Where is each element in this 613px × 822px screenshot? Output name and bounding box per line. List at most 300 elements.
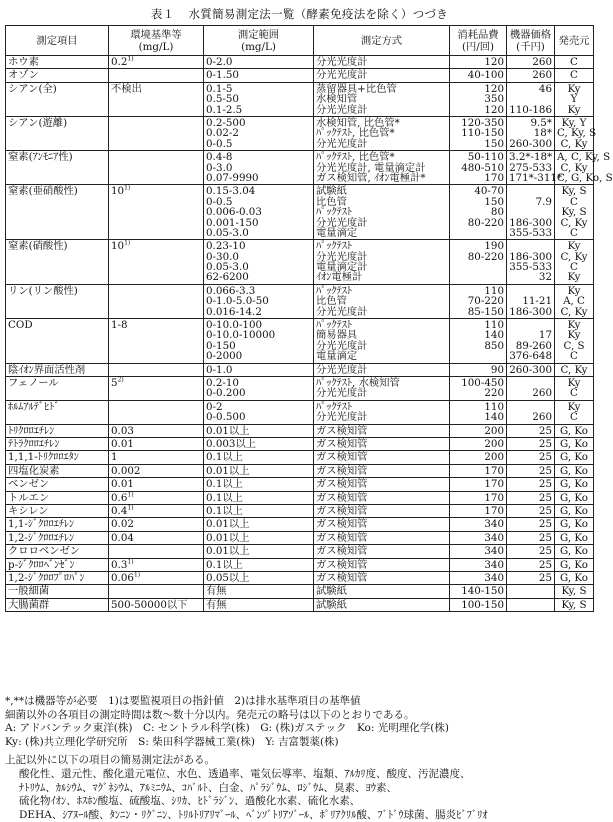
cost-cell (450, 478, 507, 491)
method-line: ﾊﾟｯｸﾃｽﾄ, 比色管* (316, 127, 395, 140)
range-cell (204, 491, 314, 504)
vendor-cell (555, 376, 594, 400)
item-cell (6, 585, 109, 598)
standard-value: 0.2 (111, 56, 128, 68)
vendor-cell (555, 464, 594, 477)
standard-cell (109, 151, 204, 185)
cost-line: 120-350 (461, 116, 504, 129)
range-line: 0.1以上 (206, 504, 243, 517)
method-cell (314, 363, 450, 376)
vendor-cell (555, 451, 594, 464)
standard-value: 10 (111, 240, 125, 253)
price-cell (507, 56, 555, 69)
range-line: 0-10.0-10000 (206, 329, 276, 342)
method-line: 分光光度計 (316, 56, 368, 68)
standard-cell (109, 572, 204, 585)
price-cell (507, 69, 555, 82)
method-cell (314, 69, 450, 82)
table-body (6, 55, 613, 612)
cost-line: 170 (484, 171, 504, 184)
standard-cell (109, 558, 204, 571)
vendor-cell (555, 558, 594, 571)
header-standard: 環境基準等 (mg/L) (109, 26, 204, 56)
price-cell (507, 491, 555, 504)
vendor-line: Ky (567, 400, 581, 413)
vendor-line: G, Ko (559, 558, 589, 571)
range-line: 有無 (206, 598, 227, 611)
range-line: 0.23-10 (206, 240, 246, 253)
method-cell (314, 376, 450, 400)
item-cell (6, 424, 109, 437)
range-cell (204, 82, 314, 116)
item-name: シアン(遊離) (8, 116, 68, 129)
cost-line: 140 (484, 329, 504, 342)
vendor-line: C, Ky (560, 161, 588, 174)
cost-cell (450, 116, 507, 150)
method-line: ガス検知管, ｲｵﾝ電極計* (316, 171, 426, 184)
cost-cell (450, 319, 507, 364)
cost-cell (450, 531, 507, 544)
range-cell (204, 240, 314, 285)
cost-cell (450, 491, 507, 504)
range-cell (204, 151, 314, 185)
vendor-line: C, Ky, S (557, 127, 597, 140)
price-line: 25 (538, 437, 552, 450)
table-row (6, 151, 594, 185)
table-row (6, 451, 594, 464)
price-line: 186-300 (509, 305, 552, 318)
standard-footnote: 1) (124, 239, 131, 247)
vendor-cell (555, 518, 594, 531)
price-line: 25 (538, 478, 552, 491)
extra-items-line: DEHA、ｼｱﾇｰﾙ酸、ﾀﾝﾆﾝ・ﾘｸﾞﾆﾝ、ﾄﾘﾙﾄﾘｱﾘﾏﾞｰﾙ、ﾍﾞﾝｿﾞﾄﾘｱｿﾞｰﾙ、ﾎﾟﾘｱｸﾘﾙ酸、ﾌﾞﾄﾞｳ球菌、腸炎ﾋﾞﾌﾞﾘｵ (19, 808, 488, 821)
cost-line: 170 (484, 464, 504, 477)
method-line: 分光光度計 (316, 103, 368, 116)
range-cell (204, 376, 314, 400)
cost-line: 150 (484, 195, 504, 208)
vendor-cell (555, 116, 597, 150)
standard-cell (109, 531, 204, 544)
method-cell (314, 464, 450, 477)
item-cell (6, 491, 109, 504)
price-cell (507, 376, 555, 400)
cost-line: 340 (484, 518, 504, 531)
vendor-line: C (570, 226, 578, 239)
method-line: 水検知管 (316, 93, 358, 106)
cost-line: 110 (484, 284, 504, 297)
cost-line: 340 (484, 545, 504, 558)
method-line: 電量滴定 (316, 226, 358, 239)
table-row (6, 585, 594, 598)
method-line: ﾊﾟｯｸﾃｽﾄ (316, 319, 353, 332)
vendor-line: Ky (567, 271, 581, 284)
price-cell (507, 504, 555, 517)
standard-value: 0.02 (111, 518, 134, 531)
method-cell (314, 82, 450, 116)
cost-line: 200 (484, 437, 504, 450)
vendor-line: C, Ky (560, 305, 588, 318)
vendor-line: G, Ko (559, 437, 589, 450)
standard-cell (109, 478, 204, 491)
item-name: 1,1,1-ﾄﾘｸﾛﾛｴﾀﾝ (8, 451, 79, 464)
standard-cell (109, 504, 204, 517)
vendor-cell (555, 319, 594, 364)
item-name: p-ｼﾞｸﾛﾛﾍﾞﾝｾﾞﾝ (8, 558, 75, 571)
cost-cell (450, 185, 507, 240)
header-range: 測定範囲 (mg/L) (204, 26, 314, 56)
standard-cell (109, 598, 204, 611)
table-row (6, 545, 594, 558)
vendor-cell (555, 504, 594, 517)
method-cell (314, 319, 450, 364)
vendor-line: Ky, S (561, 206, 587, 219)
standard-footnote: 1) (127, 491, 134, 499)
cost-line: 220 (484, 387, 504, 400)
table-title (0, 6, 599, 22)
range-cell (204, 572, 314, 585)
method-cell (314, 558, 450, 571)
item-cell (6, 437, 109, 450)
cost-line: 110 (484, 319, 504, 332)
vendor-cell (555, 400, 594, 424)
standard-value: 0.3 (111, 558, 128, 571)
method-cell (314, 545, 450, 558)
price-line: 17 (538, 329, 552, 342)
table-row (6, 478, 594, 491)
cost-cell (450, 518, 507, 531)
standard-value: 0.002 (111, 464, 141, 477)
item-cell (6, 400, 109, 424)
range-line: 0.1以上 (206, 558, 243, 571)
price-line: 260-300 (509, 137, 552, 150)
item-cell (6, 572, 109, 585)
cost-line: 120 (484, 56, 504, 68)
range-cell (204, 531, 314, 544)
item-cell (6, 504, 109, 517)
table-row (6, 531, 594, 544)
table-row (6, 518, 594, 531)
vendor-line: G, Ko (559, 424, 589, 437)
standard-footnote: 1) (127, 55, 134, 63)
method-line: ガス検知管 (316, 464, 368, 477)
table-row (6, 185, 594, 240)
cost-cell (450, 558, 507, 571)
vendor-line: G, Ko (559, 451, 589, 464)
range-line: 62-6200 (206, 271, 249, 284)
cost-line: 80-220 (467, 216, 504, 229)
price-line: 376-648 (509, 350, 552, 363)
table-row (6, 56, 594, 69)
standard-value: 1-8 (111, 319, 128, 332)
note-line: 細菌以外の各項目の測定時間は数〜数十分以内。発売元の略号は以下のとおりである。 (5, 708, 415, 721)
price-line: 355-533 (509, 261, 552, 274)
method-line: ガス検知管 (316, 504, 368, 517)
standard-footnote: 1) (133, 571, 141, 579)
table-row (6, 572, 594, 585)
range-line: 0.05-3.0 (206, 226, 249, 239)
cost-line: 480-510 (461, 161, 504, 174)
vendor-line: Y (570, 93, 578, 106)
method-cell (314, 185, 450, 240)
price-line: 32 (538, 271, 552, 284)
range-cell (204, 424, 314, 437)
vendor-cell (555, 185, 594, 240)
item-cell (6, 69, 109, 82)
price-cell (507, 437, 555, 450)
range-line: 0.1-2.5 (206, 103, 243, 116)
price-line: 275-533 (509, 161, 552, 174)
standard-cell (109, 518, 204, 531)
cost-line (452, 262, 504, 272)
price-line: 260 (532, 69, 552, 82)
vendor-line: C, G, Ko, S (557, 171, 613, 184)
method-cell (314, 518, 450, 531)
method-line: ガス検知管 (316, 545, 368, 558)
method-cell (314, 437, 450, 450)
method-cell (314, 531, 450, 544)
range-line: 0-1.0-5.0-50 (206, 295, 269, 308)
range-cell (204, 558, 314, 571)
table-row (6, 69, 594, 82)
standard-cell (109, 69, 204, 82)
vendor-line: C (570, 387, 578, 400)
range-cell (204, 585, 314, 598)
cost-line: 110 (484, 400, 504, 413)
price-cell (507, 400, 555, 424)
cost-line: 170 (484, 504, 504, 517)
cost-cell (450, 56, 507, 69)
price-line: 355-533 (509, 226, 552, 239)
price-line: 25 (538, 491, 552, 504)
table-row (6, 504, 594, 517)
vendor-cell (555, 82, 594, 116)
standard-cell (109, 116, 204, 150)
item-name: リン(リン酸性) (8, 284, 78, 297)
item-name: 四塩化炭素 (8, 464, 60, 477)
vendor-cell (555, 491, 594, 504)
price-line: 25 (538, 545, 552, 558)
extra-items-line: 硫化物ｲｵﾝ、ﾎｽﾎﾝ酸塩、硫酸塩、ｼﾘｶ、ﾋﾄﾞﾗｼﾞﾝ、過酸化水素、硫化水素、 (19, 795, 361, 808)
vendor-line: G, Ko (559, 572, 589, 585)
price-line: 3.2*-18* (509, 151, 553, 164)
range-cell (204, 518, 314, 531)
range-cell (204, 363, 314, 376)
range-line: 0-2 (206, 400, 223, 413)
standard-value: 10 (111, 185, 125, 198)
cost-line: 120 (484, 82, 504, 95)
vendor-line: G, Ko (559, 545, 589, 558)
cost-cell (450, 572, 507, 585)
range-line: 0.1以上 (206, 478, 243, 491)
range-line: 0.01以上 (206, 464, 250, 477)
price-line: 25 (538, 424, 552, 437)
range-line: 0-3.0 (206, 161, 233, 174)
standard-cell (109, 82, 204, 116)
method-line: 比色管 (316, 295, 347, 308)
vendor-line: Ky, S (561, 598, 587, 611)
item-name: キシレン (8, 504, 49, 517)
cost-line: 80-220 (467, 250, 504, 263)
vendor-cell (555, 598, 594, 611)
range-line: 0.07-9990 (206, 171, 259, 184)
range-cell (204, 437, 314, 450)
method-line: 試験紙 (316, 185, 347, 198)
table-row (6, 558, 594, 571)
cost-cell (450, 451, 507, 464)
method-line: ガス検知管 (316, 491, 368, 504)
price-line: 89-260 (515, 339, 552, 352)
method-line: ﾊﾟｯｸﾃｽﾄ, 水検知管 (316, 376, 400, 389)
vendor-line: Ky (567, 329, 581, 342)
price-line: 25 (538, 464, 552, 477)
cost-line: 70-220 (467, 295, 504, 308)
range-cell (204, 478, 314, 491)
cost-line: 110-150 (461, 127, 504, 140)
method-line: 分光光度計 (316, 411, 368, 424)
item-cell (6, 240, 109, 285)
cost-cell (450, 504, 507, 517)
price-cell (507, 518, 555, 531)
price-line: 260 (532, 411, 552, 424)
item-name: ベンゼン (8, 478, 50, 491)
method-line: ﾊﾟｯｸﾃｽﾄ (316, 240, 353, 253)
item-name: 窒素(硝酸性) (8, 240, 68, 253)
standard-value: 500-50000以下 (111, 598, 188, 611)
vendor-line: C, Ky (560, 363, 588, 376)
range-line: 0.15-3.04 (206, 185, 256, 198)
cost-cell (450, 585, 507, 598)
price-cell (507, 116, 555, 150)
vendor-line: Ky (567, 82, 581, 95)
item-name: 一般細菌 (8, 585, 50, 598)
standard-value: 5 (111, 376, 118, 389)
table-row (6, 82, 594, 116)
cost-line (452, 272, 504, 282)
cost-line: 140-150 (461, 585, 504, 598)
vendor-cell (555, 585, 594, 598)
extra-items-line: 酸化性、還元性、酸化還元電位、水色、透過率、電気伝導率、塩類、ｱﾙｶﾘ度、酸度、汚泥濃度、 (19, 767, 471, 780)
method-line: 分光光度計 (316, 137, 368, 150)
range-line: 0.01以上 (206, 424, 250, 437)
range-cell (204, 284, 314, 318)
method-line: 簡易器具 (316, 329, 358, 342)
range-cell (204, 545, 314, 558)
price-line: 25 (538, 451, 552, 464)
range-line: 0-1.50 (206, 69, 239, 82)
method-line: 試験紙 (316, 598, 347, 611)
standard-cell (109, 240, 204, 285)
standard-cell (109, 363, 204, 376)
table-row (6, 464, 594, 477)
standard-cell (109, 545, 204, 558)
standard-value: 0.01 (111, 437, 134, 450)
item-cell (6, 82, 109, 116)
range-line: 0-2000 (206, 350, 243, 363)
standard-cell (109, 451, 204, 464)
cost-line: 85-150 (467, 305, 504, 318)
vendor-cell (555, 545, 594, 558)
price-line: 260 (532, 56, 552, 68)
price-cell (507, 451, 555, 464)
table-number: 表１ (150, 7, 175, 21)
note-line: Ky: (株)共立理化学研究所 S: 柴田科学器械工業(株) Y: 吉富製薬(株) (5, 735, 339, 748)
table-row (6, 116, 594, 150)
range-cell (204, 464, 314, 477)
price-cell (507, 464, 555, 477)
table-row (6, 400, 594, 424)
cost-line: 120 (484, 103, 504, 116)
method-line: ﾊﾟｯｸﾃｽﾄ (316, 206, 353, 219)
price-line: 25 (538, 572, 552, 585)
range-line: 0.01以上 (206, 518, 250, 531)
standard-value: 1 (111, 451, 118, 464)
item-cell (6, 451, 109, 464)
vendor-line: G, Ko (559, 504, 589, 517)
range-line: 0.066-3.3 (206, 284, 256, 297)
cost-line: 90 (490, 363, 504, 376)
method-line: 比色管 (316, 195, 347, 208)
cost-line: 340 (484, 572, 504, 585)
vendor-line: A, C, Ky, S (557, 151, 611, 164)
standard-footnote: 1) (124, 184, 131, 192)
price-cell (507, 558, 555, 571)
price-line: 260 (532, 387, 552, 400)
table-row (6, 284, 594, 318)
method-line: ガス検知管 (316, 558, 368, 571)
price-line: 25 (538, 558, 552, 571)
price-cell (507, 240, 555, 285)
footnotes (5, 695, 595, 822)
item-cell (6, 376, 109, 400)
method-line: ガス検知管 (316, 518, 368, 531)
price-cell (507, 319, 555, 364)
method-line: ﾊﾟｯｸﾃｽﾄ (316, 400, 353, 413)
vendor-line: C, Ky (560, 137, 588, 150)
cost-line: 170 (484, 478, 504, 491)
item-cell (6, 558, 109, 571)
method-cell (314, 240, 450, 285)
item-name: ﾎﾙﾑｱﾙﾃﾞﾋﾄﾞ (8, 400, 60, 413)
item-cell (6, 151, 109, 185)
cost-cell (450, 151, 507, 185)
vendor-line: C (570, 411, 578, 424)
price-line: 186-300 (509, 216, 552, 229)
range-line: 0.016-14.2 (206, 305, 262, 318)
extra-items-line: ﾅﾄﾘｳﾑ、ｶﾙｼｳﾑ、ﾏｸﾞﾈｼｳﾑ、ｱﾙﾐﾆｳﾑ、ｺﾊﾞﾙﾄ、白金、ﾊﾟﾗｼﾞｳﾑ、ﾛｼﾞｳﾑ、臭素、ﾖｳ素、 (19, 781, 397, 794)
item-name: 窒素(亜硝酸性) (8, 185, 78, 198)
extra-intro: 上記以外に以下の項目の簡易測定法がある。 (5, 754, 215, 767)
vendor-line: C, S (563, 339, 585, 352)
range-line: 0.003以上 (206, 437, 257, 450)
item-name: 窒素(ｱﾝﾓﾆｱ性) (8, 151, 73, 164)
range-line: 0.2-500 (206, 116, 246, 129)
cost-line: 50-110 (467, 151, 504, 164)
cost-line: 850 (484, 339, 504, 352)
method-line: 水検知管, 比色管* (316, 116, 400, 129)
item-name: 大腸菌群 (8, 598, 50, 611)
standard-cell (109, 424, 204, 437)
range-line: 0.1-5 (206, 82, 233, 95)
price-line: 171*-311* (509, 171, 563, 184)
standard-cell (109, 284, 204, 318)
table-caption: 水質簡易測定法一覧（酵素免疫法を除く）つづき (188, 7, 449, 21)
vendor-line: G, Ko (559, 518, 589, 531)
cost-line: 170 (484, 491, 504, 504)
vendor-line: C, Ky (560, 216, 588, 229)
range-line: 0.2-10 (206, 376, 239, 389)
standard-cell (109, 400, 204, 424)
cost-line (452, 351, 504, 361)
